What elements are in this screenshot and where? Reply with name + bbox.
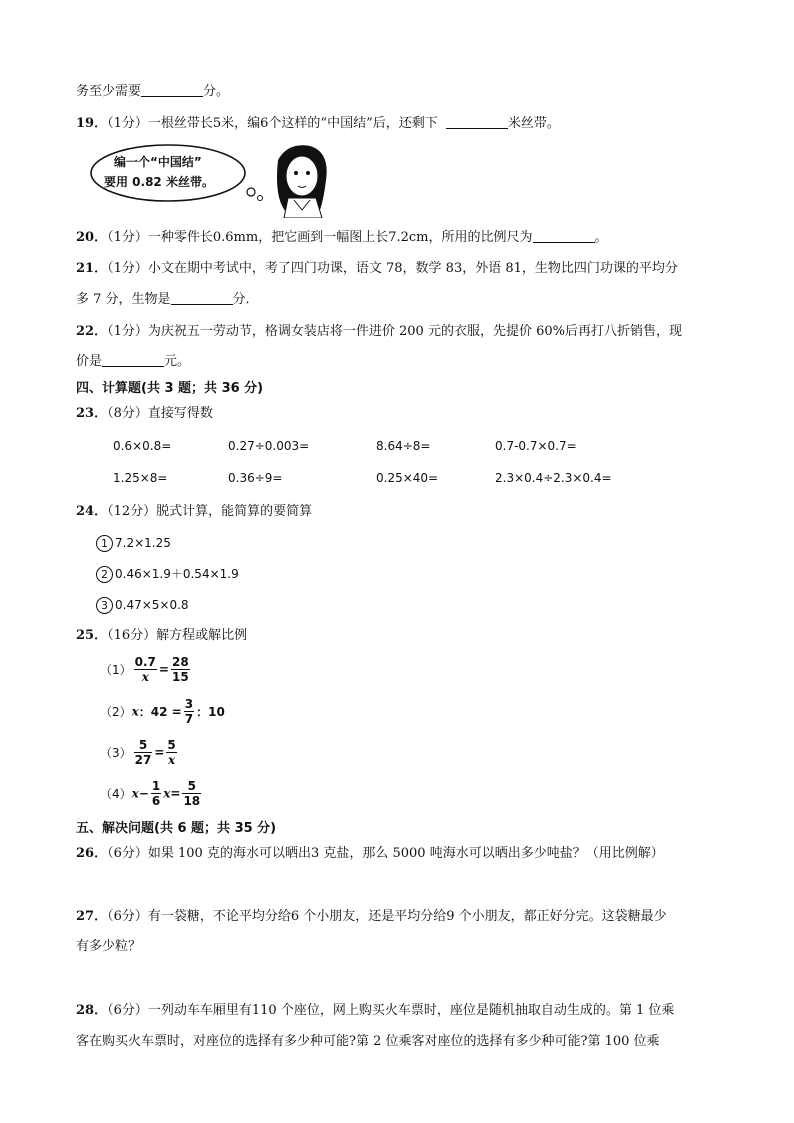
question-28 xyxy=(76,1002,674,1020)
question-score: （12分） xyxy=(107,504,157,519)
equals-sign: = xyxy=(158,662,169,677)
circled-number: 3 xyxy=(96,597,113,614)
question-text: 多 7 分，生物是 xyxy=(76,292,171,307)
circled-number: 2 xyxy=(96,566,113,583)
question-21-line2 xyxy=(76,290,259,309)
question-text: 有一袋糖，不论平均分给6 个小朋友，还是平均分给9 个小朋友，都正好分完。这袋糖最少 xyxy=(147,909,667,924)
q25-part-4 xyxy=(100,779,203,808)
numerator: 5 xyxy=(134,738,153,753)
question-score: （16分） xyxy=(107,628,157,643)
question-score: （1分） xyxy=(107,324,148,339)
numerator: 0.7 xyxy=(134,655,156,669)
question-24 xyxy=(76,503,312,521)
numerator: 5 xyxy=(167,738,176,752)
question-text: 直接写得数 xyxy=(147,406,213,421)
equals-sign: = xyxy=(154,745,165,760)
fraction xyxy=(134,655,157,684)
equals-sign: = xyxy=(170,786,181,801)
question-text: 一根丝带长5米，编6个这样的“中国结”后，还剩下 xyxy=(147,116,438,131)
expression: 0.47×5×0.8 xyxy=(115,598,189,612)
question-21 xyxy=(76,260,678,278)
question-suffix: 分． xyxy=(232,292,259,307)
answer-blank[interactable] xyxy=(141,82,203,97)
question-suffix: 米丝带。 xyxy=(507,116,560,131)
question-25 xyxy=(76,627,247,645)
question-number: 20． xyxy=(76,230,108,245)
question-suffix: 。 xyxy=(594,230,608,245)
question-22 xyxy=(76,323,682,341)
question-text: 一种零件长0.6mm，把它画到一幅图上长7.2cm，所用的比例尺为 xyxy=(147,230,533,245)
ratio-text: ：10 xyxy=(196,705,225,719)
denominator: 6 xyxy=(151,794,161,808)
fraction xyxy=(184,697,194,726)
question-27-line2: 有多少粒？ xyxy=(76,939,142,954)
answer-blank[interactable] xyxy=(102,352,164,367)
question-text: 价是 xyxy=(76,354,103,369)
answer-blank[interactable] xyxy=(171,290,233,305)
top-line-text: 务至少需要 xyxy=(76,84,142,99)
question-23 xyxy=(76,405,213,423)
q24-item-3 xyxy=(96,596,189,614)
bubble-line-1: 编一个“中国结” xyxy=(114,155,202,169)
question-number: 19． xyxy=(76,116,108,131)
question-19 xyxy=(76,114,560,133)
variable: x xyxy=(131,704,139,719)
answer-blank[interactable] xyxy=(446,114,508,129)
circled-number: 1 xyxy=(96,535,113,552)
calc-item: 0.6×0.8= xyxy=(113,439,172,453)
variable: x xyxy=(163,786,171,801)
question-score: （6分） xyxy=(107,846,148,861)
question-text: 如果 100 克的海水可以晒出3 克盐，那么 5000 吨海水可以晒出多少吨盐？（用比例解） xyxy=(147,846,664,861)
question-score: （6分） xyxy=(107,909,148,924)
q19-illustration xyxy=(88,140,338,218)
q24-item-2 xyxy=(96,565,239,583)
question-text: 为庆祝五一劳动节，格调女装店将一件进价 200 元的衣服，先提价 60%后再打八折销售，现 xyxy=(147,324,682,339)
question-score: （1分） xyxy=(107,261,148,276)
fraction xyxy=(134,738,153,767)
calc-item: 8.64÷8= xyxy=(376,439,431,453)
q25-part-1 xyxy=(100,655,192,684)
section-heading-5: 五、解决问题(共 6 题；共 35 分) xyxy=(76,821,277,836)
q24-item-1 xyxy=(96,534,171,552)
calc-item: 0.7-0.7×0.7= xyxy=(495,439,577,453)
denominator: 18 xyxy=(183,794,201,808)
denominator: 7 xyxy=(184,712,194,726)
numerator: 5 xyxy=(182,779,201,794)
part-label: （2） xyxy=(100,705,132,719)
numerator: 1 xyxy=(151,779,161,793)
calc-item: 0.36÷9= xyxy=(228,471,283,485)
fraction xyxy=(166,738,176,767)
bubble-line-2: 要用 0.82 米丝带。 xyxy=(104,175,214,189)
numerator: 28 xyxy=(171,655,189,669)
top-line-suffix: 分。 xyxy=(203,84,230,99)
question-number: 28． xyxy=(76,1003,108,1018)
denominator: 27 xyxy=(134,753,152,767)
minus-sign: − xyxy=(138,786,149,801)
ratio-text: ：42 = xyxy=(138,705,182,719)
question-score: （6分） xyxy=(107,1003,148,1018)
question-number: 22． xyxy=(76,324,108,339)
answer-blank[interactable] xyxy=(533,228,595,243)
variable: x xyxy=(131,786,139,801)
fraction xyxy=(151,779,161,808)
part-label: （4） xyxy=(100,787,132,801)
question-number: 24． xyxy=(76,504,108,519)
expression: 7.2×1.25 xyxy=(115,536,171,550)
calc-item: 0.27÷0.003= xyxy=(228,439,310,453)
question-number: 21． xyxy=(76,261,108,276)
calc-item: 0.25×40= xyxy=(376,471,439,485)
numerator: 3 xyxy=(184,697,194,711)
q25-part-3 xyxy=(100,738,179,767)
question-text: 脱式计算，能简算的要简算 xyxy=(156,504,313,519)
section-heading-4: 四、计算题(共 3 题；共 36 分) xyxy=(76,381,264,396)
fraction xyxy=(182,779,201,808)
question-text: 解方程或解比例 xyxy=(156,628,248,643)
question-text: 小文在期中考试中，考了四门功课，语文 78，数学 83，外语 81，生物比四门功课的平均分 xyxy=(147,261,678,276)
question-28-line2: 客在购买火车票时，对座位的选择有多少种可能?第 2 位乘客对座位的选择有多少种可能?第 100 位乘 xyxy=(76,1034,660,1049)
question-22-line2 xyxy=(76,352,190,371)
bubble-text xyxy=(104,152,214,192)
question-suffix: 元。 xyxy=(164,354,191,369)
question-20 xyxy=(76,228,608,247)
fraction xyxy=(171,655,190,684)
question-number: 25． xyxy=(76,628,108,643)
question-text: 一列动车车厢里有110 个座位，网上购买火车票时，座位是随机抽取自动生成的。第 1 位乘 xyxy=(147,1003,675,1018)
question-number: 26． xyxy=(76,846,108,861)
denominator: x xyxy=(168,753,176,767)
question-score: （8分） xyxy=(107,406,148,421)
question-number: 27． xyxy=(76,909,108,924)
denominator: 15 xyxy=(171,670,189,684)
calc-item: 2.3×0.4÷2.3×0.4= xyxy=(495,471,612,485)
q25-part-2 xyxy=(100,697,225,726)
part-label: （1） xyxy=(100,663,132,677)
top-line xyxy=(76,82,229,101)
question-26 xyxy=(76,845,664,863)
expression: 0.46×1.9＋0.54×1.9 xyxy=(115,567,239,581)
question-score: （1分） xyxy=(107,230,148,245)
question-score: （1分） xyxy=(107,116,148,131)
question-number: 23． xyxy=(76,406,108,421)
question-27 xyxy=(76,908,667,926)
denominator: x xyxy=(141,670,149,684)
calc-item: 1.25×8= xyxy=(113,471,168,485)
part-label: （3） xyxy=(100,746,132,760)
